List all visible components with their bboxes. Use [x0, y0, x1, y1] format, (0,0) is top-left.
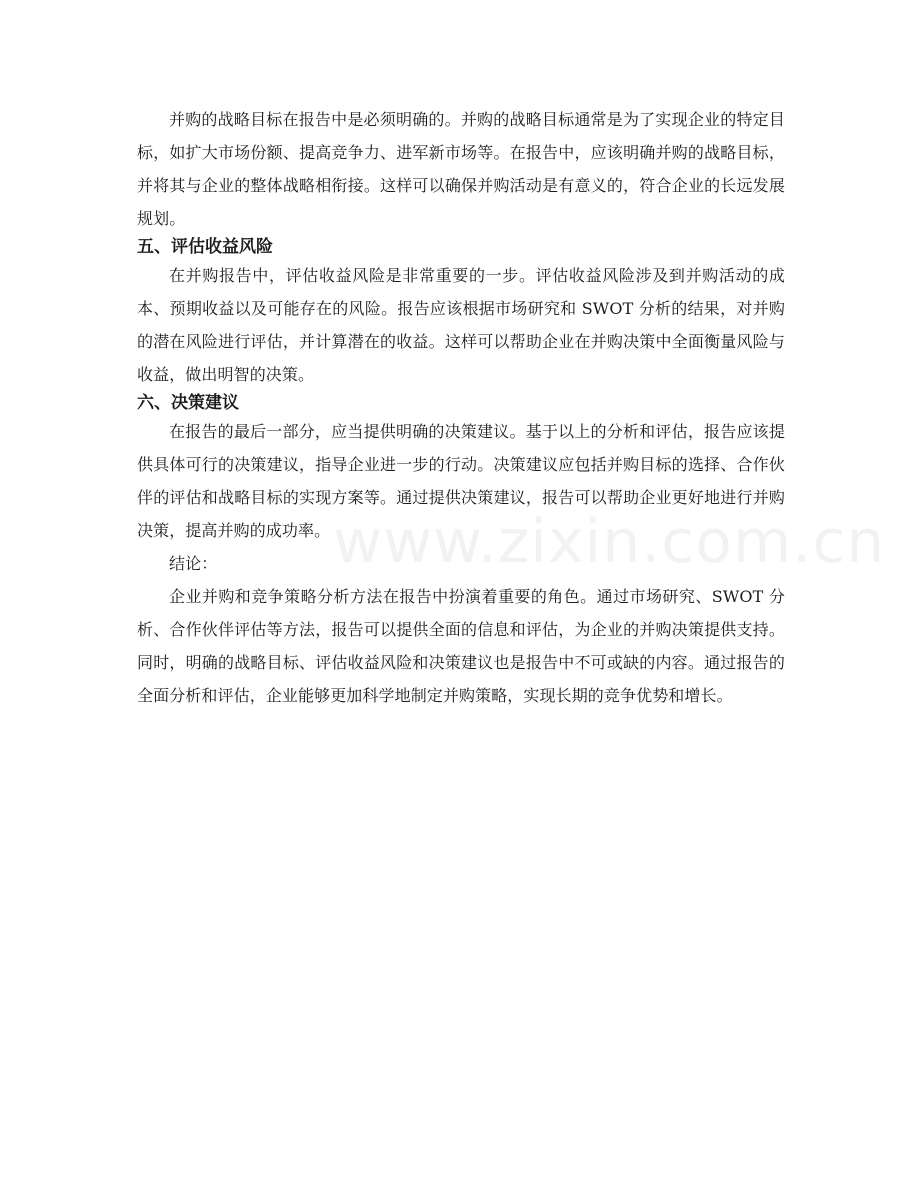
section-heading-5: 五、评估收益风险 [137, 237, 273, 257]
paragraph-decision-advice: 在报告的最后一部分，应当提供明确的决策建议。基于以上的分析和评估，报告应该提供具体可行的决策建议，指导企业进一步的行动。决策建议应包括并购目标的选择、合作伙伴的评估和战略目标的实现方案等。通过提供决策建议，报告可以帮助企业更好地进行并购决策，提高并购的成功率。 [137, 422, 785, 540]
document-body [137, 103, 785, 712]
conclusion-label: 结论： [169, 554, 218, 573]
paragraph-conclusion: 企业并购和竞争策略分析方法在报告中扮演着重要的角色。通过市场研究、SWOT 分析、合作伙伴评估等方法，报告可以提供全面的信息和评估，为企业的并购决策提供支持。同时，明确的战略目标、评估收益风险和决策建议也是报告中不可或缺的内容。通过报告的全面分析和评估，企业能够更加科学地制定并购策略，实现长期的竞争优势和增长。 [137, 587, 785, 705]
watermark: www.zixin.com.cn [333, 507, 886, 577]
paragraph-risk-assessment: 在并购报告中，评估收益风险是非常重要的一步。评估收益风险涉及到并购活动的成本、预期收益以及可能存在的风险。报告应该根据市场研究和 SWOT 分析的结果，对并购的潜在风险进行评估，并计算潜在的收益。这样可以帮助企业在并购决策中全面衡量风险与收益，做出明智的决策。 [137, 266, 785, 384]
section-heading-6: 六、决策建议 [137, 393, 239, 413]
paragraph-strategic-goal: 并购的战略目标在报告中是必须明确的。并购的战略目标通常是为了实现企业的特定目标，如扩大市场份额、提高竞争力、进军新市场等。在报告中，应该明确并购的战略目标，并将其与企业的整体战略相衔接。这样可以确保并购活动是有意义的，符合企业的长远发展规划。 [137, 110, 785, 228]
